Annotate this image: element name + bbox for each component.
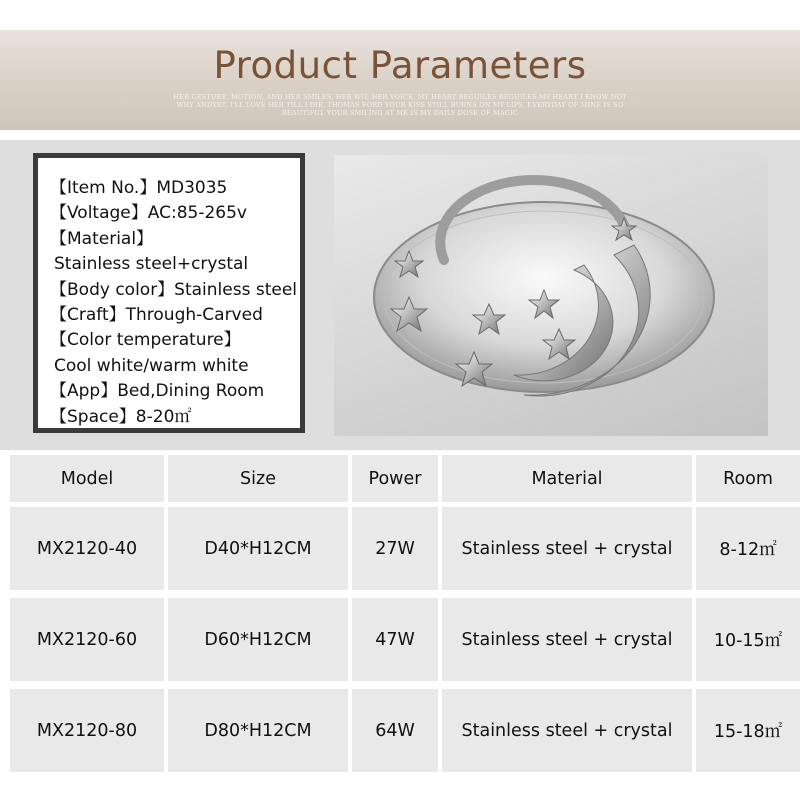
page-title: Product Parameters bbox=[213, 44, 587, 87]
column-header-room: Room bbox=[696, 455, 800, 502]
spec-voltage: 【Voltage】AC:85-265v bbox=[50, 203, 247, 224]
table-header-row bbox=[10, 455, 800, 502]
spec-list bbox=[50, 176, 297, 430]
cell-power: 27W bbox=[352, 507, 438, 590]
column-header-power: Power bbox=[352, 455, 438, 502]
tagline-line-2: WHY ANDYET, I'LL LOVE HER TILL I DIE. THOMAS FORD YOUR KISS STILL BURNS ON MY LIPS, EVERYDAY OF MINE IS SO bbox=[176, 101, 624, 109]
tagline-line-1: HER GESTURE, MOTION, AND HER SMILES, HER WIT, HER VOICE, MY HEART BEGUILES BEGUILES MY HEART I KNOW NOT bbox=[173, 93, 627, 101]
spec-body-color: 【Body color】Stainless steel bbox=[50, 279, 298, 300]
cell-room: 10-15㎡ bbox=[696, 598, 800, 681]
spec-material-value: Stainless steel+crystal bbox=[54, 254, 249, 275]
cell-material: Stainless steel + crystal bbox=[442, 598, 692, 681]
parameter-table bbox=[10, 455, 800, 785]
cell-room: 8-12㎡ bbox=[696, 507, 800, 590]
cell-room: 15-18㎡ bbox=[696, 689, 800, 772]
cell-size: D80*H12CM bbox=[168, 689, 348, 772]
product-photo bbox=[334, 155, 768, 436]
cell-power: 47W bbox=[352, 598, 438, 681]
column-header-model: Model bbox=[10, 455, 164, 502]
cell-size: D40*H12CM bbox=[168, 507, 348, 590]
column-header-size: Size bbox=[168, 455, 348, 502]
header-banner bbox=[0, 30, 800, 130]
chandelier-illustration bbox=[334, 155, 768, 436]
spec-box bbox=[33, 153, 305, 433]
spec-craft: 【Craft】Through-Carved bbox=[50, 304, 263, 325]
tagline-line-3: BEAUTIFUL YOUR SMILING AT ME IS MY DAILY DOSE OF MAGIC bbox=[281, 109, 519, 117]
spec-color-temperature-label: 【Color temperature】 bbox=[50, 330, 241, 351]
table-row bbox=[10, 689, 800, 772]
cell-material: Stainless steel + crystal bbox=[442, 689, 692, 772]
spec-space: 【Space】8-20㎡ bbox=[50, 406, 192, 427]
cell-size: D60*H12CM bbox=[168, 598, 348, 681]
cell-material: Stainless steel + crystal bbox=[442, 507, 692, 590]
column-header-material: Material bbox=[442, 455, 692, 502]
cell-power: 64W bbox=[352, 689, 438, 772]
cell-model: MX2120-60 bbox=[10, 598, 164, 681]
spec-material-label: 【Material】 bbox=[50, 228, 154, 249]
spec-app: 【App】Bed,Dining Room bbox=[50, 381, 265, 402]
spec-item-no: 【Item No.】MD3035 bbox=[50, 178, 228, 198]
table-row bbox=[10, 507, 800, 590]
spec-color-temperature-value: Cool white/warm white bbox=[54, 355, 249, 376]
cell-model: MX2120-80 bbox=[10, 689, 164, 772]
cell-model: MX2120-40 bbox=[10, 507, 164, 590]
table-row bbox=[10, 598, 800, 681]
